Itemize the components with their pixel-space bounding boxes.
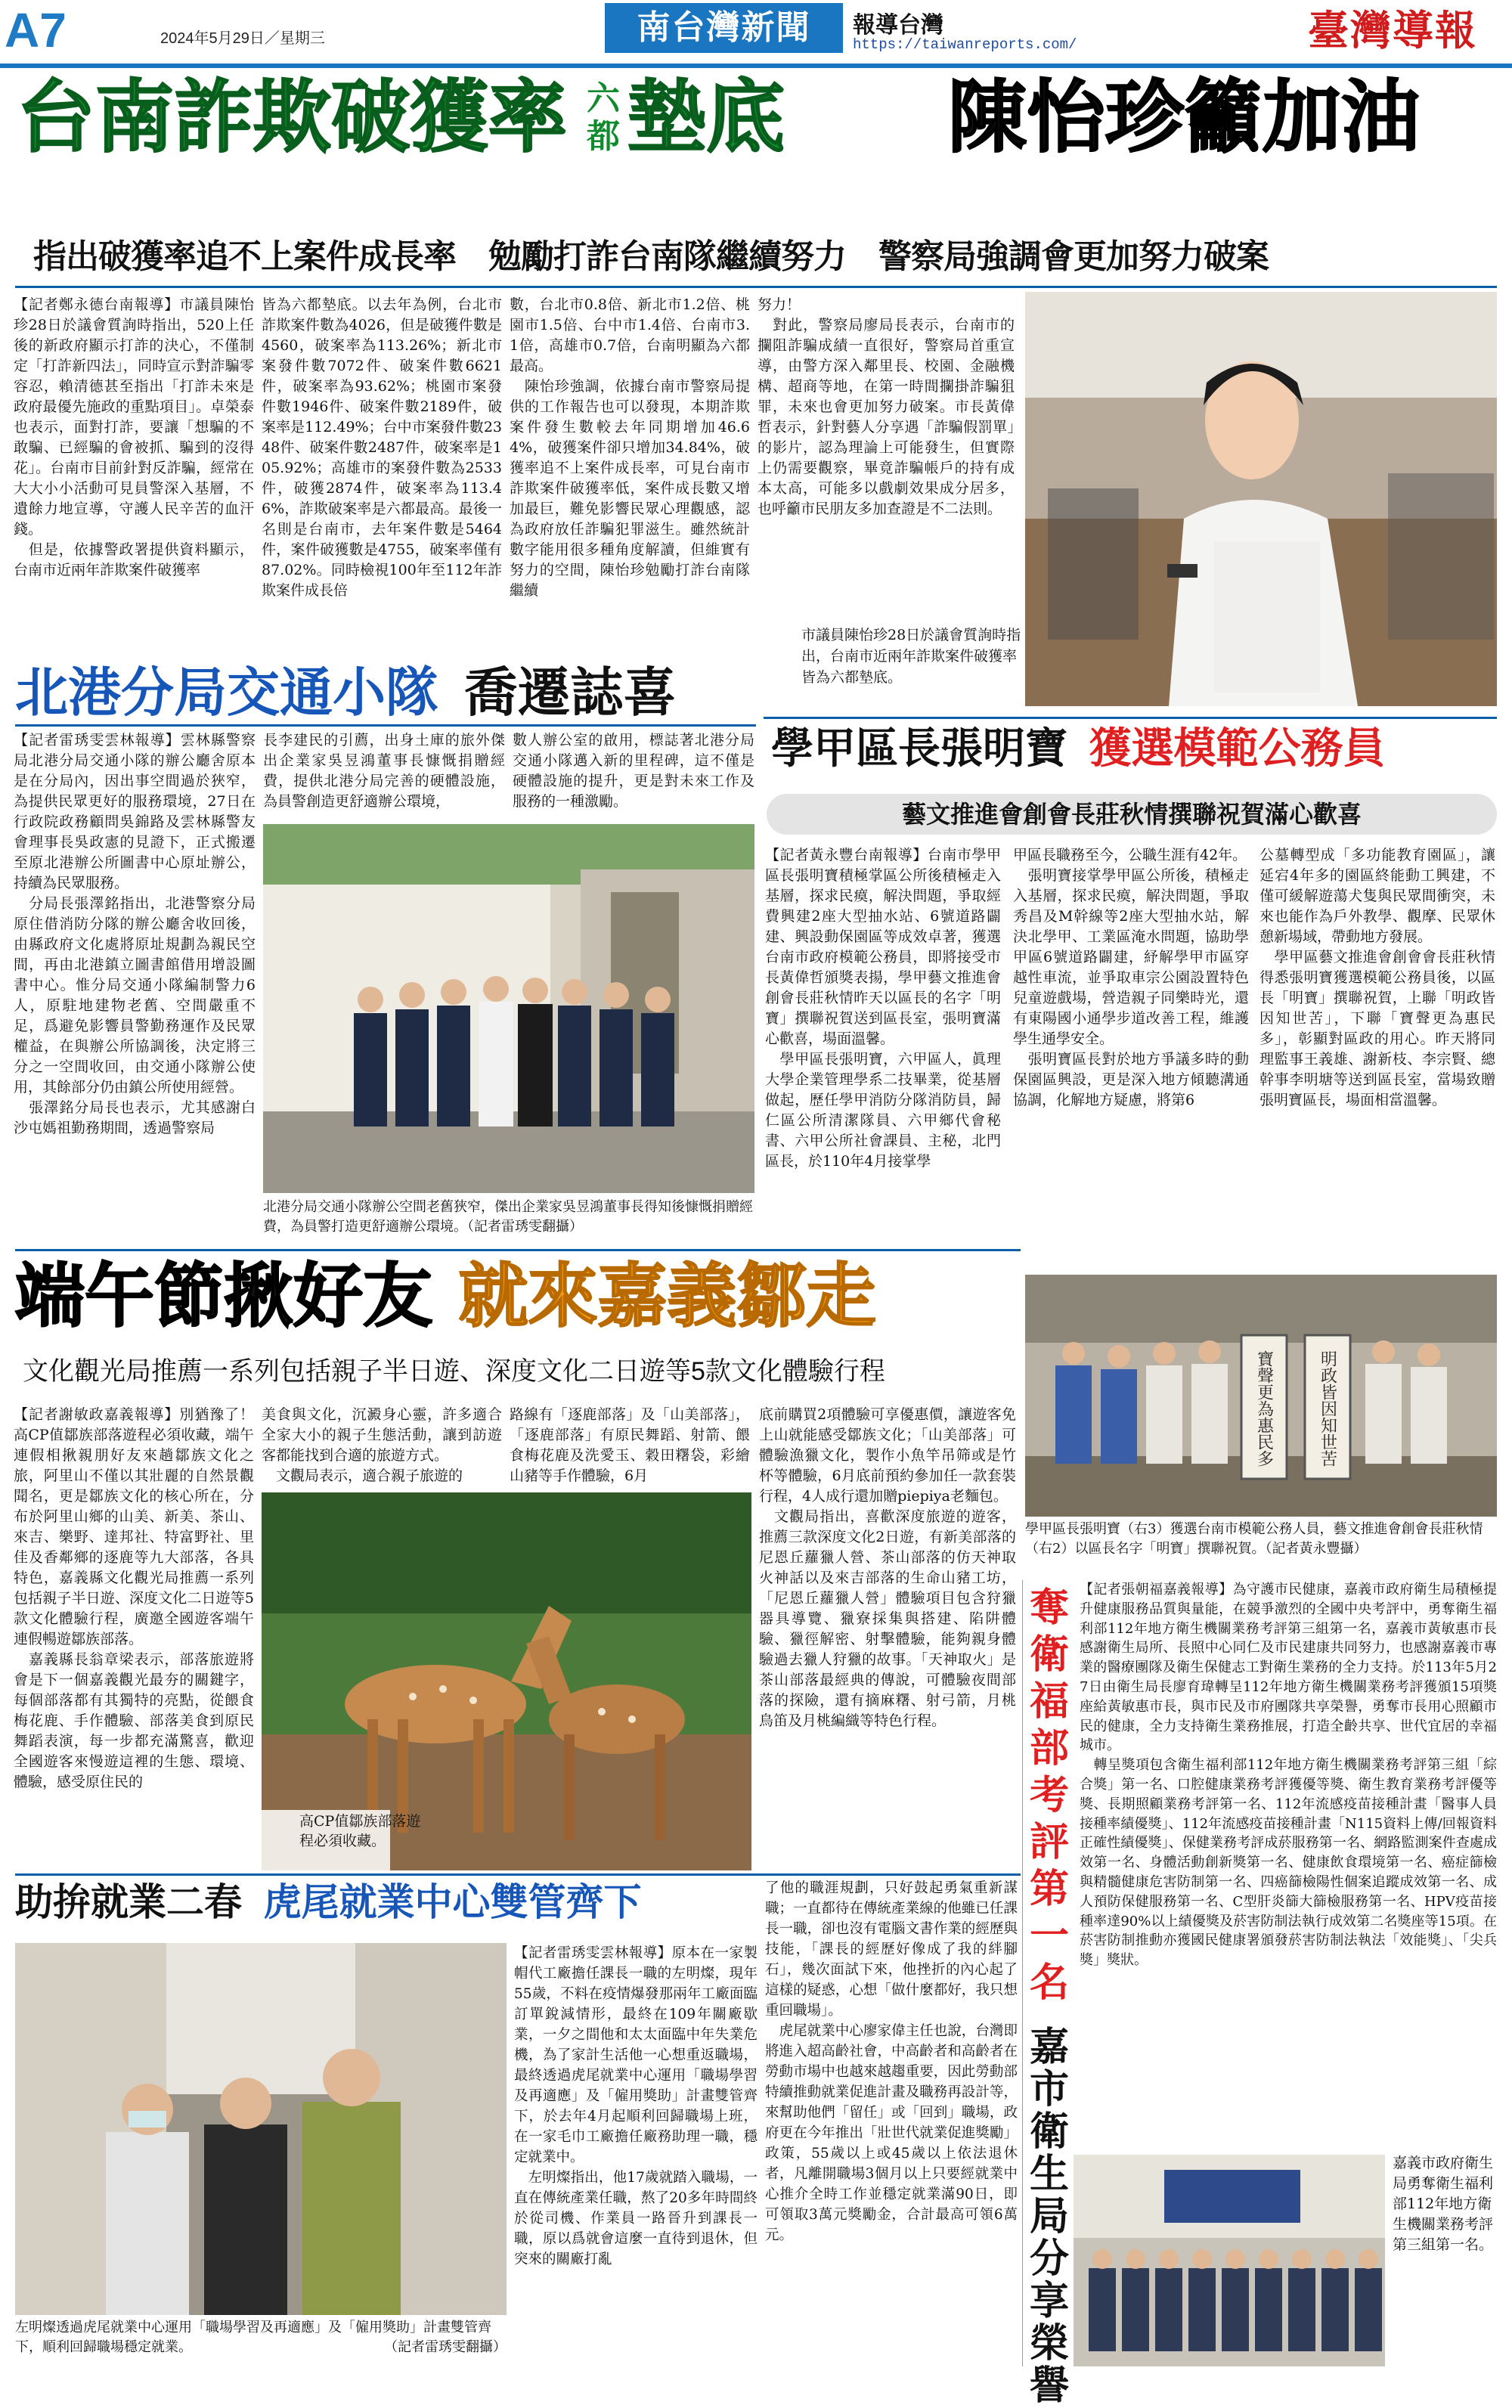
story5-headline-b: 嘉市衛生局分享榮譽 [1029,2025,1069,2408]
story4-subhead: 文化觀光局推薦一系列包括親子半日遊、深度文化二日遊等5款文化體驗行程 [23,1357,885,1386]
story3-subhead: 藝文推進會創會長莊秋情撰聯祝賀滿心歡喜 [901,801,1362,828]
story3-col2: 甲區長職務至今，公職生涯有42年。 張明寶接掌學甲區公所後，積極走入基層，探求民瘼，解決問題，爭取秀昌及M幹線等2座大型抽水站，解決北學甲、工業區淹水問題，協助學甲區6號道路闢建，紓解學甲市區穿越性車流，並爭取車宗公園設置特色兒童遊戲場，營造親子同樂時光，還有東陽國小通學步道改善工程，維護學生通學安全。 張明寶區長對於地方爭議多時的動保園區興設，更是深入地方傾聽溝通協調，化解地方疑慮，將第6 [1013,847,1249,1108]
header-rule [0,64,1512,68]
story4-col2: 美食與文化，沉澱身心靈，許多適合全家大小的親子生態活動，讓到訪遊客都能找到合適的旅遊方式。 文觀局表示，適合親子旅遊的 [262,1406,502,1484]
story4-col1: 【記者謝敏政嘉義報導】別猶豫了！高CP值鄒族部落遊程必須收藏，端午連假相揪親朋好友來趟鄒族文化之旅，阿里山不僅以其壯麗的自然景觀聞名，更是鄒族文化的核心所在，分布於阿里山鄉的山美、新美、茶山、來吉、樂野、達邦社、特富野社、里佳及香鄰鄉的逐鹿等九大部落，各具特色，嘉義縣文化觀光局推薦一系列包括親子半日遊、深度文化二日遊等5款文化體驗行程，廣邀全國遊客端午連假暢遊鄒族部落。 嘉義縣長翁章梁表示，部落旅遊將會是下一個嘉義觀光最夯的關鍵字，每個部落都有其獨特的亮點，從餵食梅花鹿、手作體驗、部落美食到原民舞蹈表演，每一步都充滿驚喜，歡迎全國遊客來慢遊這裡的生態、環境、體驗，感受原住民的 [14,1406,254,1790]
section-title: 南台灣新聞 [605,3,843,53]
story4-headline-a: 端午節揪好友 [15,1258,433,1335]
story2-col1: 【記者雷琇雯雲林報導】雲林縣警察局北港分局交通小隊的辦公廳舍原本是在分局內，因出事空間過於狹窄，為提供民眾更好的服務環境，27日在行政院政務顧問吳錦路及雲林縣警友會理事長吳政憲的見證下，正式搬遷至原北港辦公所圖書中心原址辦公，持續為民眾服務。 分局長張澤銘指出，北港警察分局原住借消防分隊的辦公廳舍收回後，由縣政府文化處將原址規劃為親民空間，再由北港鎮立圖書館借用增設圖書中心。惟分局交通小隊編制警力6人，原駐地建物老舊、空間嚴重不足，爲避免影響員警勤務運作及民眾權益，在與辦公所協調後，決定將三分之一空間收回，由交通小隊辦公使用，其餘部分仍由鎮公所使用經營。 張澤銘分局長也表示，尤其感謝白沙屯媽祖勤務期間，透過警察局 [14,732,256,1136]
story6-photo-caption [15,2318,507,2368]
story1-headline-a: 台南詐欺破獲率 [17,74,568,162]
story4-col4: 底前購買2項體驗可享優惠價，讓遊客免上山就能感受鄒族文化；「山美部落」可體驗漁獵文化，製作小魚竿吊筛或是竹杯等體驗，6月底前預約參加任一款套裝行程，4人成行還加贈piepiya老麵包。 文觀局指出，喜歡深度旅遊的遊客，推薦三款深度文化2日遊，有新美部落的尼恩丘蘿獵人營、茶山部落的仿天神取火神話以及來吉部落的生命山豬工坊，「尼恩丘蘿獵人營」體驗項目包含狩獵器具導覽、獵寮採集與搭建、陷阱體驗、獵徑解密、射擊體驗，能夠親身體驗過去獵人狩獵的故事。「天神取火」是茶山部落最經典的傳說，可體驗夜間部落的探險，還有摘麻糬、射弓箭，月桃鳥笛及月桃編織等特色行程。 [759,1406,1016,1729]
story4-photo-caption: 高CP值鄒族部落遊程必須收藏。 [299,1813,421,1849]
story4-col3: 路線有「逐鹿部落」及「山美部落」，「逐鹿部落」有原民舞蹈、射箭、餵食梅花鹿及洗愛玉、穀田糬袋，彩繪山豬等手作體驗，6月 [510,1406,750,1484]
story3-rule [764,717,1497,719]
story6-col2: 了他的職涯規劃，只好鼓起勇氣重新謀職；一直都待在傳統產業線的他雖已任課長一職，卻也沒有電腦文書作業的經歷與技能，「課長的經歷好像成了我的絆腳石」，幾次面試下來，他挫折的內心起了這樣的疑惑，心想「做什麼都好，我只想重回職場」。 虎尾就業中心廖家偉主任也說，台灣即將進入超高齡社會，中高齡者和高齡者在勞動市場中也越來越趨重要，因此勞動部特續推動就業促進計畫及職務再設計等，來幫助他們「留任」或「回到」職場，政府更在今年推出「壯世代就業促進獎勵」政策，55歲以上或45歲以上依法退休者，凡離開職場3個月以上只要經就業中心推介全時工作並穩定就業滿90日，即可領取3萬元獎勵金，合計最高可領6萬元。 [765,1880,1018,2243]
story3-headline-a: 學甲區長張明寶 [771,724,1067,772]
story6-headline-a: 助拚就業二春 [15,1881,242,1923]
story1-subhead: 指出破獲率追不上案件成長率 勉勵打詐台南隊繼續努力 警察局強調會更加努力破案 [33,238,1269,275]
story6-rule-top [15,1873,1021,1876]
story3-headline-b: 獲選模範公務員 [1089,724,1386,772]
story1-col2: 皆為六都墊底。以去年為例，台北市詐欺案件數為4026，但是破獲件數是4560，破案率為113.26%；新北市案發件數7072件、破案件數6621件，破案率為93.62%；桃園市案發件數1946件、破案件數2189件，破案率是112.49%；台中市案發件數2348件、破案件數2487件，破案率是105.92%；高雄市的案發件數為2533件，破獲2874件，破案率為113.46%，詐欺破案率是六都最高。最後一名則是台南市，去年案件數是5464件，案件破獲數是4755，破案率僅有87.02%。同時檢視100年至112年詐欺案件成長倍 [262,296,502,599]
story1-headline-b: 墊底 [627,74,785,162]
story6-caption-credit: （記者雷琇雯翻攝） [384,2339,507,2355]
story4-headline [15,1255,875,1338]
story3-photo [1025,1275,1497,1517]
story5-col1: 【記者張朝福嘉義報導】為守護市民健康，嘉義市政府衛生局積極提升健康服務品質與量能，在競爭激烈的全國中央考評中，勇奪衛生福利部112年地方衛生機關業務考評第三組第一名，嘉義市黃敏惠市長感謝衛生局所、長照中心同仁及市民建康共同努力，也感謝嘉義市專業的醫療團隊及衛生保健志工對衛生業務的全力支持。於113年5月27日由衛生局長廖育瑋轉呈112年地方衛生機關業務考評獲頒15項獎座給黃敏惠市長，與市民及市府團隊共享榮譽，勇奪市長用心照顧市民的健康，全力支持衛生業務推展，打造全齡共享、世代宜居的幸福城市。 轉呈獎項包含衛生福利部112年地方衛生機關業務考評第三組「綜合獎」第一名、口腔健康業務考評獲優等獎、衛生教育業務考評優等獎、長期照顧業務考評第一名、112年流感疫苗接種計畫「醫事人員接種率績優獎」、112年流感疫苗接種計畫「N115資料上傳/回報資料正確性績優獎」、保健業務考評成菸服務第一名、網路監測案件查處成效第一名、身體活動創新獎第一名、健康飲食環境第一名、癌症篩檢與精髓健康危害防制第一名、四癌篩檢陽性個案追蹤成效第一名、成人預防保健服務第一名、C型肝炎篩大篩檢服務第一名、HPV疫苗接種率達90%以上績優獎及菸害防制法執行成效第二名獎座等15項。在菸害防制推動亦獲國民健康署頒發菸害防制法執法「效能獎」、「尖兵獎」獎狀。 [1080,1582,1497,1969]
story6-col1: 【記者雷琇雯雲林報導】原本在一家製帽代工廠擔任課長一職的左明燦，現年55歲，不料在疫情爆發那兩年工廠面臨訂單銳減情形，最終在109年關廠歇業，一夕之間他和太太面臨中年失業危機，為了家計生活他一心想重返職場，最終透過虎尾就業中心運用「職場學習及再適應」及「僱用獎助」計畫雙管齊下，於去年4月起順利回歸職場上班，在一家毛巾工廠擔任廠務助理一職，穩定就業中。 左明燦指出，他17歲就踏入職場，一直在傳統產業任職，熬了20多年時間終於從司機、作業員一路晉升到課長一職，原以爲就會這麼一直待到退休，但突來的關廠打亂 [514,1945,758,2267]
issue-date: 2024年5月29日／星期三 [160,30,325,47]
story1-col1: 【記者鄭永德台南報導】市議員陳怡珍28日於議會質詢時指出，520上任後的新政府顯示打詐的決心，不僅制定「打詐新四法」，同時宣示對詐騙零容忍，賴清德甚至指出「打詐未來是政府最優先施政的重點項目」。卓榮泰也表示，面對打詐，要讓「想騙的不敢騙、已經騙的會被抓、騙到的沒得花」。台南市目前針對反詐騙，經常在大大小小活動可見員警深入基層，不遺餘力地宣導，守護人民辛苦的血汗錢。 但是，依據警政署提供資料顯示，台南市近兩年詐欺案件破獲率 [14,296,254,578]
story2-rule [15,724,756,727]
newspaper-logo: 臺灣導報 [1308,6,1477,54]
story2-headline [15,662,676,723]
story5-photo-caption: 嘉義市政府衛生局勇奪衛生福利部112年地方衛生機關業務考評第三組第一名。 [1393,2155,1494,2253]
story2-col2: 長李建民的引薦，出身土庫的旅外傑出企業家吳昱鴻董事長慷慨捐贈經費，提供北港分局完善的硬體設施，為員警創造更舒適辦公環境， [263,732,505,810]
story1-headline-small: 六都 [587,80,620,155]
site-url[interactable]: https://taiwanreports.com/ [853,36,1077,53]
story1-rule [15,286,1497,288]
report-label: 報導台灣 [853,13,943,38]
story6-caption-text: 左明燦透過虎尾就業中心運用「職場學習及再適應」及「僱用獎助」計畫雙管齊下，順利回歸職場穩定就業。 [15,2320,491,2355]
story3-headline [771,721,1385,776]
story1-headline-right: 陳怡珍籲加油 [948,74,1421,162]
story2-headline-b: 喬遷誌喜 [464,663,677,722]
story6-headline [15,1878,641,1926]
story3-col3: 公墓轉型成「多功能教育園區」，讓延宕4年多的園區終能動工興建，不僅可緩解遊蕩犬隻與民眾間衝突，未來也能作為戶外教學、觀摩、民眾休憩新場域，帶動地方發展。 學甲區藝文推進會創會會長莊秋情得悉張明寶獲選模範公務員後，以區長「明寶」撰聯祝賀，上聯「明政皆因知世苦」，下聯「寶聲更為惠民多」，彰顯對區政的用心。昨天將同理監事王義雄、謝新枝、李宗賢、總幹事李明塘等送到區長室，當場致贈張明寶區長，場面相當溫馨。 [1259,847,1495,1108]
story6-headline-b: 虎尾就業中心雙管齊下 [263,1881,642,1923]
story2-photo [263,824,754,1193]
story3-photo-caption: 學甲區長張明寶（右3）獲選台南市模範公務人員，藝文推進會創會長莊秋情（右2）以區長名字「明寶」撰聯祝賀。（記者黃永豐攝） [1025,1521,1483,1557]
scroll-right-text: 明政皆因知世苦 [1318,1350,1337,1467]
story6-photo [15,1943,507,2315]
story1-col3: 數，台北市0.8倍、新北市1.2倍、桃園市1.5倍、台中市1.4倍、台南市3.1倍，高雄市0.7倍，台南明顯為六都最高。 陳怡珍強調，依據台南市警察局提供的工作報告也可以發現，本期詐欺案件發生數較去年同期增加46.64%，破獲案件卻只增加34.84%，破獲率追不上案件成長率，可見台南市詐欺案件破獲率低，案件成長數又增加最巨，難免影響民眾心理觀感，認為政府放任詐騙犯罪滋生。雖然統計數字能用很多種角度解讀，但維實有努力的空間，陳怡珍勉勵打詐台南隊繼續 [510,296,750,599]
story1-photo [1025,292,1497,706]
story2-photo-caption: 北港分局交通小隊辦公空間老舊狹窄，傑出企業家吳昱鴻董事長得知後慷慨捐贈經費，為員警打造更舒適辦公環境。（記者雷琇雯翻攝） [263,1199,753,1235]
story2-col3: 數人辦公室的啟用，標誌著北港分局交通小隊邁入新的里程碑，這不僅是硬體設施的提升，更是對未來工作及服務的一種激勵。 [513,732,754,810]
story5-headline-a: 奪衛福部考評第一名 [1029,1586,1069,2005]
scroll-left-text: 寶聲更為惠民多 [1254,1350,1274,1467]
story4-rule-top [15,1249,1021,1251]
story5-photo [1074,2155,1385,2366]
story3-col1: 【記者黃永豐台南報導】台南市學甲區長張明寶積極掌區公所後積極走入基層，探求民瘼，解決問題，爭取經費興建2座大型抽水站、6號道路闢建、興設動保園區等成效卓著，獲選台南市政府模範公務員，即將接受市長黃偉哲頒獎表揚，學甲藝文推進會創會長莊秋情昨天以區長的名字「明寶」撰聯祝賀送到區長室，張明寶滿心歡喜，場面溫馨。 學甲區長張明寶，六甲區人，眞理大學企業管理學系二技畢業，從基層做起，歷任學甲消防分隊消防員，歸仁區公所清潔隊員、六甲鄉代會秘書、六甲公所社會課員、主秘，北門區長，於110年4月接掌學 [765,847,1001,1170]
story1-col4: 努力！ 對此，警察局廖局長表示，台南市的攔阻詐騙成績一直很好，警察局首重宣導，由警方深入鄰里長、校園、金融機構、超商等地，在第一時間攔掛詐騙狙罪，未來也會更加努力破案。市長黃偉哲表示，針對藝人分享遇「詐騙假罰單」的影片，認為理論上可能發生，但實際上仍需要觀察，畢竟詐騙帳戶的持有成本太高，可能多以戲劇效果成分居多，也呼籲市民朋友多加查證是不二法則。 [758,296,1015,517]
story1-photo-caption: 市議員陳怡珍28日於議會質詢時指出，台南市近兩年詐欺案件破獲率皆為六都墊底。 [801,627,1021,686]
page-number: A7 [5,3,67,57]
divider-right-col [1022,1580,1023,2366]
story4-headline-b: 就來嘉義鄒走 [458,1258,876,1335]
story2-headline-a: 北港分局交通小隊 [15,663,438,722]
story1-headline [17,73,567,163]
